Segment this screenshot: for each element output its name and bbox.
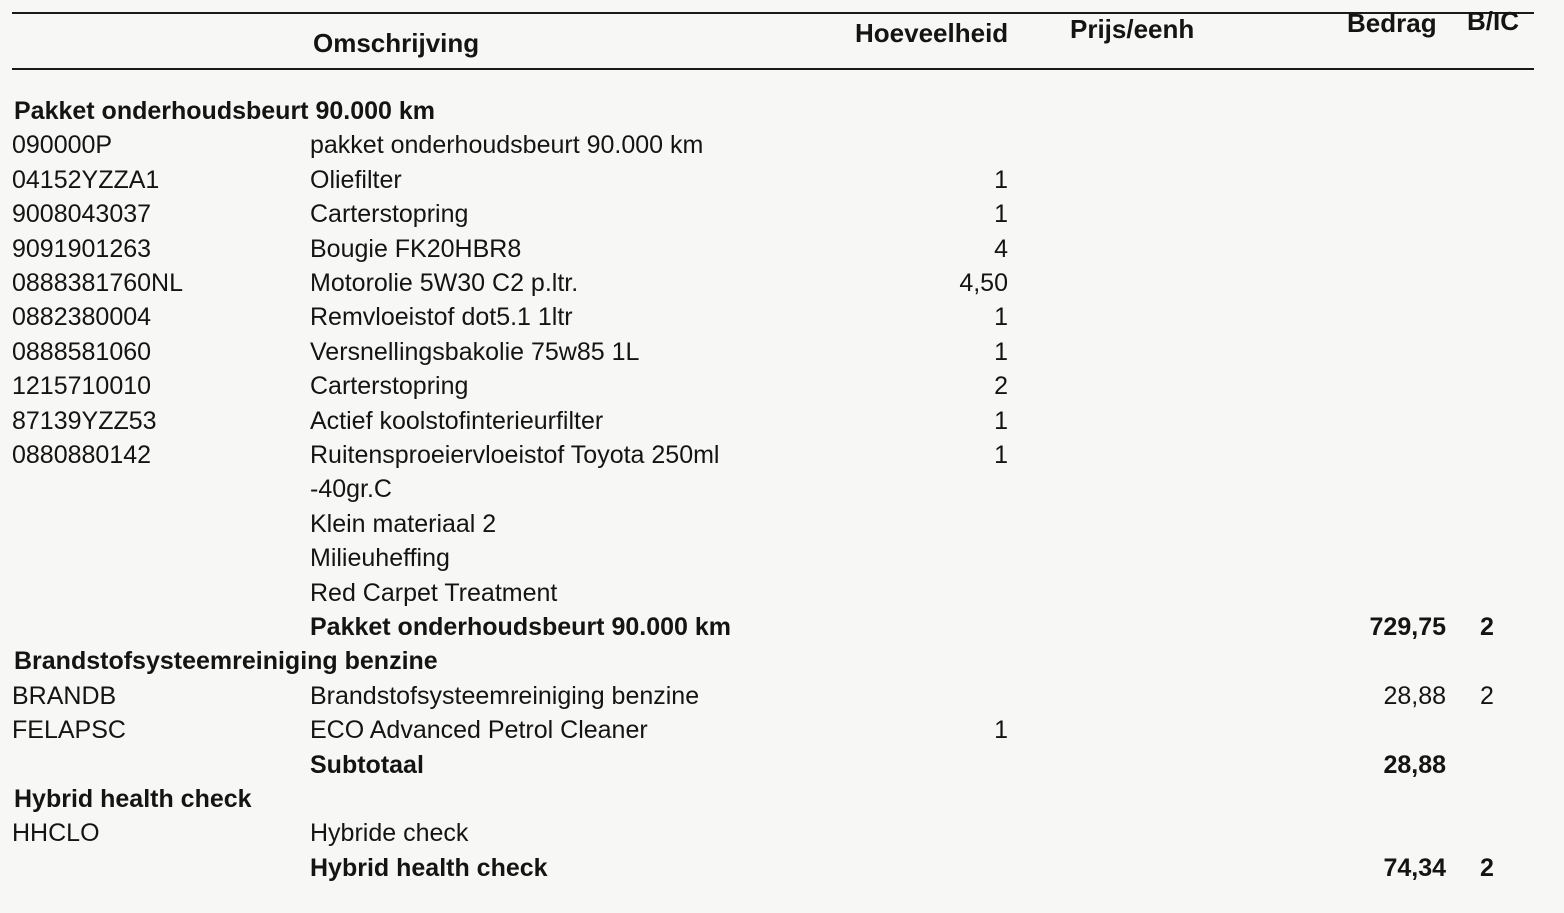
line-item-row bbox=[0, 268, 1564, 302]
section-total-label: Pakket onderhoudsbeurt 90.000 km bbox=[310, 613, 731, 641]
line-item-row bbox=[0, 818, 1564, 852]
line-item-row bbox=[0, 440, 1564, 474]
header-prijs: Prijs/eenh bbox=[1070, 14, 1195, 44]
section-total-bic: 2 bbox=[1480, 853, 1494, 882]
line-item-row bbox=[0, 165, 1564, 199]
line-item-row bbox=[0, 406, 1564, 440]
line-item-description: Klein materiaal 2 bbox=[310, 509, 497, 538]
line-item-code: BRANDB bbox=[12, 681, 117, 710]
line-item-amount: 28,88 bbox=[1383, 681, 1446, 710]
line-item-bic: 2 bbox=[1480, 681, 1494, 710]
line-item-code: 9008043037 bbox=[12, 200, 152, 229]
header-rule bbox=[12, 68, 1534, 70]
line-item-row bbox=[0, 199, 1564, 233]
line-item-row bbox=[0, 337, 1564, 371]
header-omschrijving: Omschrijving bbox=[313, 28, 480, 58]
line-item-quantity: 1 bbox=[994, 406, 1008, 435]
line-item-code: 87139YZZ53 bbox=[12, 406, 157, 435]
line-item-description: Motorolie 5W30 C2 p.ltr. bbox=[310, 269, 579, 297]
line-item-quantity: 1 bbox=[994, 303, 1008, 332]
section-total-label: Subtotaal bbox=[310, 750, 424, 779]
line-item-row bbox=[0, 474, 1564, 508]
line-item-quantity: 4,50 bbox=[959, 269, 1008, 297]
header-bic: B/IC bbox=[1467, 6, 1519, 36]
section-total-row bbox=[0, 612, 1564, 646]
line-item-code: 9091901263 bbox=[12, 234, 152, 263]
line-item-code: 0882380004 bbox=[12, 303, 152, 332]
top-rule bbox=[12, 12, 1534, 14]
section-total-row bbox=[0, 853, 1564, 887]
section-total-amount: 28,88 bbox=[1383, 750, 1446, 779]
section-title: Pakket onderhoudsbeurt 90.000 km bbox=[14, 97, 435, 125]
line-item-description: Carterstopring bbox=[310, 200, 469, 229]
line-item-description: Versnellingsbakolie 75w85 1L bbox=[310, 337, 640, 366]
line-item-description: Bougie FK20HBR8 bbox=[310, 234, 522, 263]
line-item-code: 0880880142 bbox=[12, 441, 152, 469]
line-item-description: Remvloeistof dot5.1 1ltr bbox=[310, 303, 573, 332]
line-item-row bbox=[0, 371, 1564, 405]
line-item-code: 04152YZZA1 bbox=[12, 165, 160, 194]
line-item-quantity: 1 bbox=[994, 165, 1008, 194]
line-item-code: 090000P bbox=[12, 131, 113, 160]
section-total-amount: 729,75 bbox=[1369, 613, 1446, 641]
line-item-code: 1215710010 bbox=[12, 372, 152, 401]
section-title: Hybrid health check bbox=[14, 785, 252, 813]
line-item-description: Actief koolstofinterieurfilter bbox=[310, 406, 604, 435]
line-item-description: Hybride check bbox=[310, 819, 469, 848]
line-item-code: FELAPSC bbox=[12, 716, 126, 745]
line-item-quantity: 4 bbox=[994, 234, 1008, 263]
line-item-row bbox=[0, 681, 1564, 715]
line-item-description: ECO Advanced Petrol Cleaner bbox=[310, 716, 648, 745]
line-item-code: 0888381760NL bbox=[12, 269, 183, 297]
section-title: Brandstofsysteemreiniging benzine bbox=[14, 647, 438, 676]
line-item-quantity: 1 bbox=[994, 337, 1008, 366]
section-total-bic: 2 bbox=[1480, 613, 1494, 641]
line-item-description: pakket onderhoudsbeurt 90.000 km bbox=[310, 131, 704, 160]
line-item-row bbox=[0, 302, 1564, 336]
line-item-quantity: 1 bbox=[994, 200, 1008, 229]
header-hoeveelheid: Hoeveelheid bbox=[855, 18, 1009, 48]
section-total-amount: 74,34 bbox=[1383, 853, 1446, 882]
line-item-quantity: 1 bbox=[994, 716, 1008, 745]
header-bedrag: Bedrag bbox=[1347, 8, 1437, 38]
line-item-row bbox=[0, 715, 1564, 749]
line-item-quantity: 1 bbox=[994, 441, 1008, 469]
line-item-row bbox=[0, 234, 1564, 268]
section-total-row bbox=[0, 750, 1564, 784]
line-item-description: -40gr.C bbox=[310, 475, 392, 504]
line-item-quantity: 2 bbox=[994, 372, 1008, 401]
line-item-row bbox=[0, 130, 1564, 164]
line-item-description: Oliefilter bbox=[310, 165, 402, 194]
line-item-description: Ruitensproeiervloeistof Toyota 250ml bbox=[310, 441, 720, 469]
line-item-row bbox=[0, 543, 1564, 577]
section-total-label: Hybrid health check bbox=[310, 853, 548, 882]
line-item-description: Red Carpet Treatment bbox=[310, 578, 558, 607]
line-item-row bbox=[0, 578, 1564, 612]
line-item-code: 0888581060 bbox=[12, 337, 152, 366]
line-item-description: Brandstofsysteemreiniging benzine bbox=[310, 681, 700, 710]
line-item-description: Milieuheffing bbox=[310, 544, 450, 573]
line-item-code: HHCLO bbox=[12, 819, 100, 848]
line-item-row bbox=[0, 509, 1564, 543]
line-item-description: Carterstopring bbox=[310, 372, 469, 401]
